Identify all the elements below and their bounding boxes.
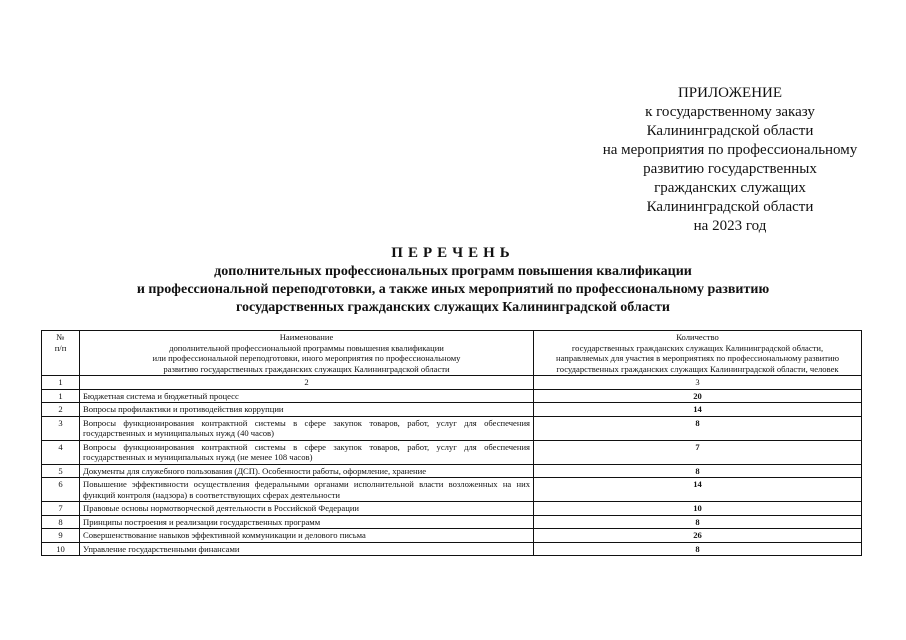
title-line: государственных гражданских служащих Калининградской области	[236, 300, 670, 315]
column-index-row	[42, 376, 862, 390]
row-name: Документы для служебного пользования (ДСП). Особенности работы, оформление, хранение	[80, 464, 534, 478]
row-qty: 8	[534, 542, 862, 556]
row-qty: 10	[534, 502, 862, 516]
table-header-row	[42, 331, 862, 376]
table-row	[42, 464, 862, 478]
row-qty: 20	[534, 389, 862, 403]
appendix-line: к государственному заказу	[645, 104, 815, 120]
table-row	[42, 440, 862, 464]
index-cell: 2	[80, 376, 534, 390]
row-num: 5	[42, 464, 80, 478]
table-row	[42, 542, 862, 556]
header-name: Наименование дополнительной профессиональной программы повышения квалификации или профессиональной переподготовки, иного мероприятия по профессиональному развитию государственных гражданских служащих Калининградской области	[80, 331, 534, 376]
appendix-line: Калининградской области	[646, 199, 814, 215]
row-num: 1	[42, 389, 80, 403]
row-name: Совершенствование навыков эффективной коммуникации и делового письма	[80, 529, 534, 543]
table-row	[42, 502, 862, 516]
row-num: 3	[42, 416, 80, 440]
row-num: 8	[42, 515, 80, 529]
row-name: Вопросы функционирования контрактной системы в сфере закупок товаров, работ, услуг для обеспечения государственных и муниципальных нужд (не менее 108 часов)	[80, 440, 534, 464]
programs-table	[41, 330, 862, 556]
table-row	[42, 403, 862, 417]
row-num: 9	[42, 529, 80, 543]
row-name: Правовые основы нормотворческой деятельности в Российской Федерации	[80, 502, 534, 516]
appendix-block	[570, 84, 890, 236]
row-num: 4	[42, 440, 80, 464]
table-row	[42, 529, 862, 543]
document-title	[60, 243, 846, 317]
table-row	[42, 515, 862, 529]
row-qty: 7	[534, 440, 862, 464]
appendix-line: ПРИЛОЖЕНИЕ	[677, 85, 783, 101]
row-num: 10	[42, 542, 80, 556]
row-num: 7	[42, 502, 80, 516]
row-name: Вопросы функционирования контрактной системы в сфере закупок товаров, работ, услуг для обеспечения государственных и муниципальных нужд (40 часов)	[80, 416, 534, 440]
appendix-line: Калининградской области	[646, 123, 814, 139]
row-num: 2	[42, 403, 80, 417]
row-name: Бюджетная система и бюджетный процесс	[80, 389, 534, 403]
row-qty: 14	[534, 403, 862, 417]
row-name: Вопросы профилактики и противодействия коррупции	[80, 403, 534, 417]
row-qty: 14	[534, 478, 862, 502]
appendix-line: развитию государственных	[643, 161, 817, 177]
row-qty: 8	[534, 515, 862, 529]
row-qty: 8	[534, 464, 862, 478]
appendix-line: на мероприятия по профессиональному	[602, 142, 858, 158]
title-line: и профессиональной переподготовки, а также иных мероприятий по профессиональному развитию	[136, 282, 770, 297]
table-row	[42, 389, 862, 403]
row-qty: 26	[534, 529, 862, 543]
row-name: Повышение эффективности осуществления федеральными органами исполнительной власти возложенных на них функций контроля (надзора) в соответствующих сферах деятельности	[80, 478, 534, 502]
row-qty: 8	[534, 416, 862, 440]
appendix-line: гражданских служащих	[654, 180, 806, 196]
row-name: Принципы построения и реализации государственных программ	[80, 515, 534, 529]
row-num: 6	[42, 478, 80, 502]
title-line: дополнительных профессиональных программ повышения квалификации	[214, 264, 692, 279]
index-cell: 3	[534, 376, 862, 390]
title-main: ПЕРЕЧЕНЬ	[391, 245, 515, 261]
header-num: № п/п	[42, 331, 80, 376]
table-row	[42, 416, 862, 440]
row-name: Управление государственными финансами	[80, 542, 534, 556]
appendix-line: на 2023 год	[693, 218, 767, 234]
header-qty: Количество государственных гражданских служащих Калининградской области, направляемых для участия в мероприятиях по профессиональному развитию государственных гражданских служащих Калининградской области, человек	[534, 331, 862, 376]
table-row	[42, 478, 862, 502]
index-cell: 1	[42, 376, 80, 390]
